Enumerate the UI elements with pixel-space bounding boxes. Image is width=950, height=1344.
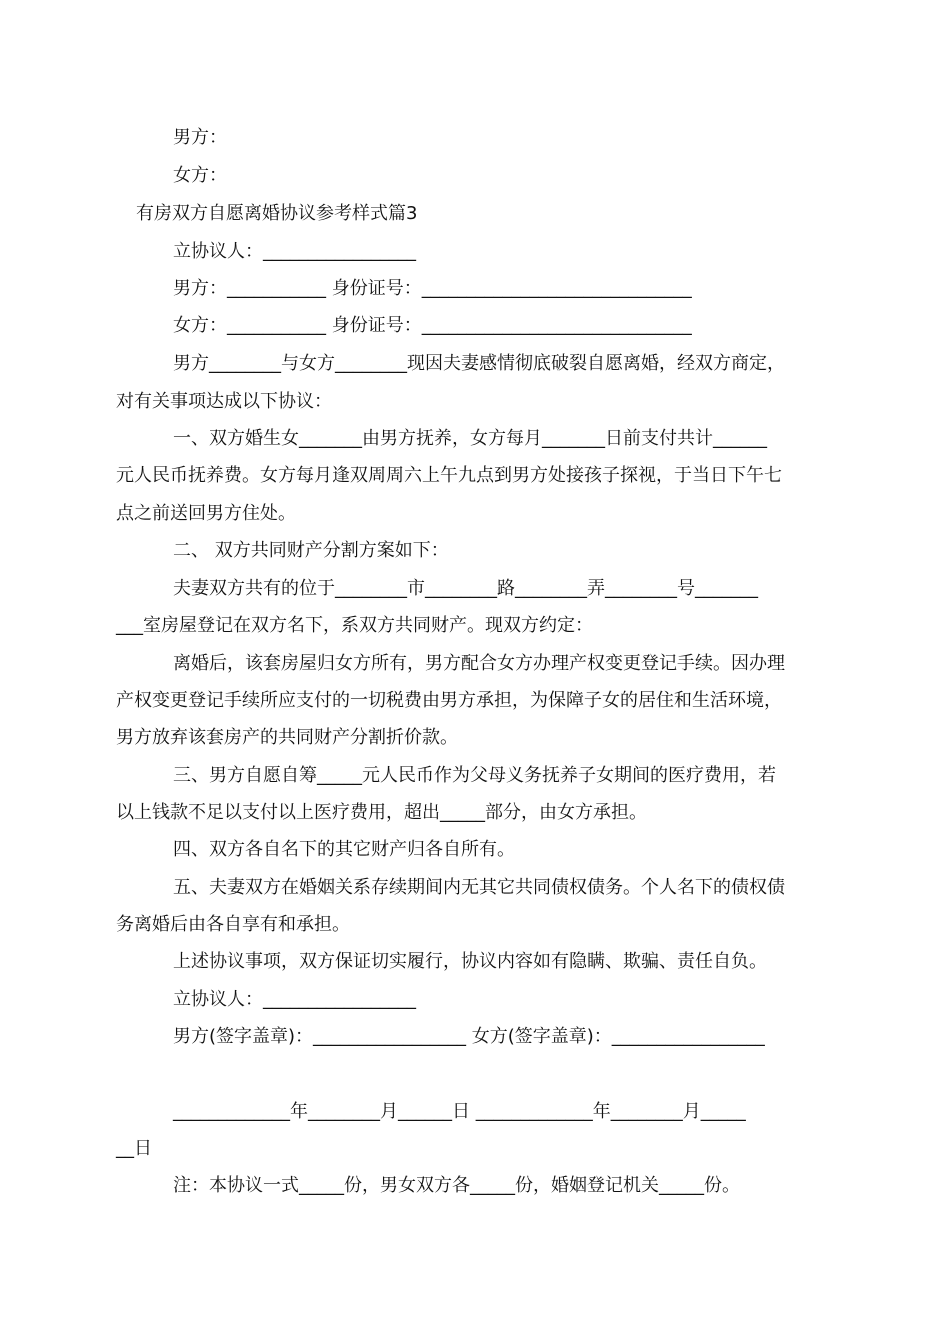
male-id-field: 男方：___________ 身份证号：______________________________ (173, 278, 692, 299)
clause-2-address: 夫妻双方共有的位于________市________路________弄________号_______ (173, 578, 758, 599)
date-line-cont: __日 (116, 1138, 152, 1159)
guarantee-statement: 上述协议事项，双方保证切实履行，协议内容如有隐瞒、欺骗、责任自负。 (173, 951, 767, 972)
clause-2-heading: 二、 双方共同财产分割方案如下： (173, 540, 449, 561)
intro-paragraph: 男方________与女方________现因夫妻感情彻底破裂自愿离婚，经双方商定， (173, 353, 785, 374)
clause-3-cont: 以上钱款不足以支付以上医疗费用，超出_____部分，由女方承担。 (116, 802, 647, 823)
clause-2-property: 离婚后，该套房屋归女方所有，男方配合女方办理产权变更登记手续。因办理 (173, 653, 785, 674)
intro-paragraph-cont: 对有关事项达成以下协议： (116, 391, 332, 412)
copies-note: 注：本协议一式_____份，男女双方各_____份，婚姻登记机关_____份。 (173, 1175, 740, 1196)
clause-4: 四、双方各自名下的其它财产归各自所有。 (173, 839, 515, 860)
clause-2-property-cont: 男方放弃该套房产的共同财产分割折价款。 (116, 727, 458, 748)
clause-5: 五、夫妻双方在婚姻关系存续期间内无其它共同债权债务。个人名下的债权债 (173, 877, 785, 898)
clause-1-cont: 元人民币抚养费。女方每月逢双周周六上午九点到男方处接孩子探视，于当日下午七 (116, 465, 782, 486)
signature-line: 男方(签字盖章)：_________________ 女方(签字盖章)：_________________ (173, 1026, 765, 1047)
clause-2-address-cont: ___室房屋登记在双方名下，系双方共同财产。现双方约定： (116, 615, 593, 636)
female-id-field: 女方：___________ 身份证号：______________________________ (173, 315, 692, 336)
clause-5-cont: 务离婚后由各自享有和承担。 (116, 914, 350, 935)
clause-2-property-cont: 产权变更登记手续所应支付的一切税费由男方承担，为保障子女的居住和生活环境， (116, 690, 782, 711)
agreement-party-field: 立协议人：_________________ (173, 241, 416, 262)
agreement-party-signature: 立协议人：_________________ (173, 989, 416, 1010)
clause-3: 三、男方自愿自筹_____元人民币作为父母义务抚养子女期间的医疗费用，若 (173, 765, 776, 786)
male-party-label: 男方： (173, 127, 227, 148)
clause-1-cont: 点之前送回男方住处。 (116, 503, 296, 524)
clause-1: 一、双方婚生女_______由男方抚养，女方每月_______日前支付共计______ (173, 428, 767, 449)
female-party-label: 女方： (173, 165, 227, 186)
section-title: 有房双方自愿离婚协议参考样式篇3 (136, 203, 418, 224)
date-line: _____________年________月______日 _____________年________月_____ (173, 1101, 746, 1122)
